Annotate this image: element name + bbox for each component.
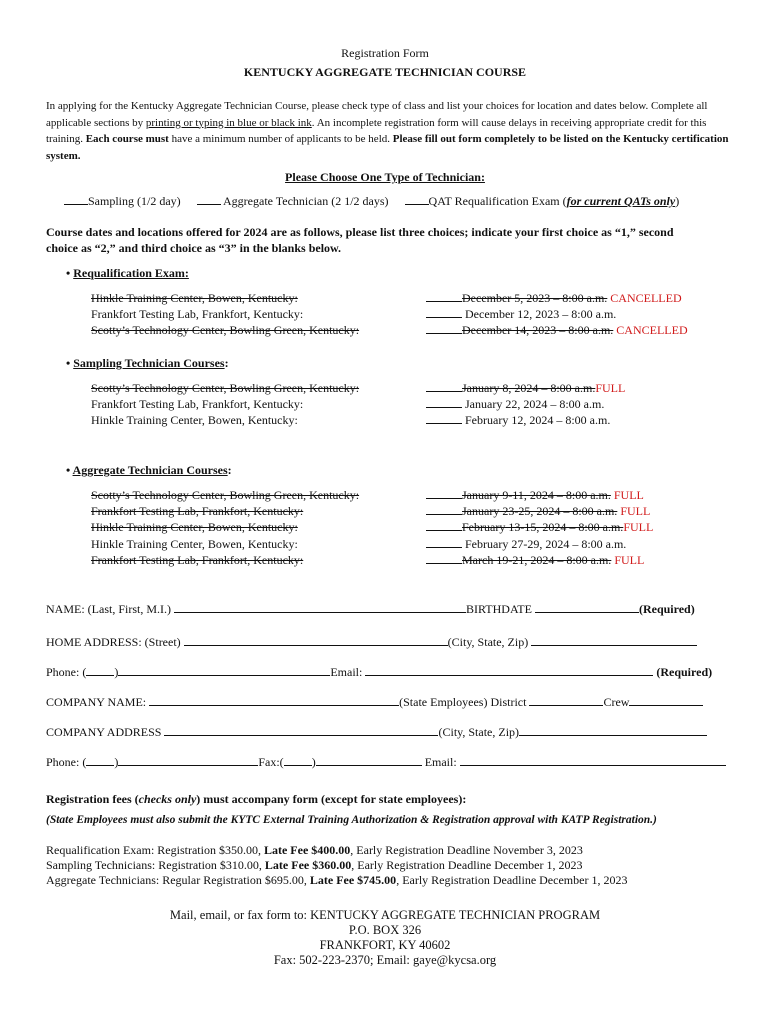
name-row <box>46 602 695 617</box>
intro-paragraph <box>46 98 736 164</box>
sampling-checkbox-blank[interactable] <box>64 194 88 205</box>
requal-row-3[interactable]: December 14, 2023 – 8:00 a.m. CANCELLED <box>426 323 688 338</box>
sampling-row-1[interactable]: January 8, 2024 – 8:00 a.m.FULL <box>426 381 625 396</box>
requal-heading: • Requalification Exam: <box>66 266 189 280</box>
status-full: FULL <box>595 381 626 395</box>
option-qat: QAT Requalification Exam ( <box>428 194 567 208</box>
email-label: Email: <box>330 665 363 679</box>
aggregate-checkbox-blank[interactable] <box>197 194 221 205</box>
company-address-row <box>46 725 707 740</box>
sampling-row-3[interactable]: February 12, 2024 – 8:00 a.m. <box>426 413 610 428</box>
status-cancelled: CANCELLED <box>616 323 688 337</box>
fax-label: Fax:( <box>258 755 284 769</box>
intro-bold: Please fill out form completely to be listed on the Kentucky certification system. <box>46 133 729 162</box>
course-dates-note-line1: Course dates and locations offered for 2024 are as follows, please list three choices; indicate your first choice as “1,” second <box>46 225 674 239</box>
mail-line-4: Fax: 502-223-2370; Email: gaye@kycsa.org <box>273 953 497 967</box>
requal-row-1[interactable]: December 5, 2023 – 8:00 a.m. CANCELLED <box>426 291 682 306</box>
intro-text: In applying for the Kentucky Aggregate Technician Course, please check type of class and list your choices for location and dates below. Complete all applicable sections by <box>46 100 708 129</box>
mail-line-1: Mail, email, or fax form to: KENTUCKY AGGREGATE TECHNICIAN PROGRAM <box>169 908 601 922</box>
aggregate-row-2-location: Frankfort Testing Lab, Frankfort, Kentucky: <box>91 504 304 518</box>
home-address-row <box>46 635 697 650</box>
crew-field[interactable] <box>629 695 703 706</box>
aggregate-row-3-location: Hinkle Training Center, Bowen, Kentucky: <box>91 520 298 534</box>
option-qat-close: ) <box>675 194 680 208</box>
status-full: FULL <box>614 553 645 567</box>
sampling-row-2[interactable]: January 22, 2024 – 8:00 a.m. <box>426 397 604 412</box>
company-city-label: (City, State, Zip) <box>438 725 520 739</box>
aggregate-row-3[interactable]: February 13-15, 2024 – 8:00 a.m.FULL <box>426 520 653 535</box>
district-label: (State Employees) District <box>399 695 527 709</box>
mail-line-3: FRANKFORT, KY 40602 <box>319 938 451 952</box>
fee-line-sampling: Sampling Technicians: Registration $310.00, Late Fee $360.00, Early Registration Deadline December 1, 2023 <box>46 858 583 872</box>
status-full: FULL <box>613 488 644 502</box>
state-employee-note: (State Employees must also submit the KYTC External Training Authorization & Registration approval with KATP Registration.) <box>46 814 657 826</box>
aggregate-row-5[interactable]: March 19-21, 2024 – 8:00 a.m. FULL <box>426 553 644 568</box>
form-label: Registration Form <box>341 46 429 60</box>
technician-type-options <box>64 194 679 209</box>
city-state-zip-label: (City, State, Zip) <box>447 635 529 649</box>
aggregate-row-5-location: Frankfort Testing Lab, Frankfort, Kentucky: <box>91 553 304 567</box>
phone2-field[interactable] <box>118 755 258 766</box>
phone2-area-field[interactable] <box>86 755 114 766</box>
home-city-field[interactable] <box>531 635 697 646</box>
phone-field[interactable] <box>118 665 330 676</box>
company-name-row <box>46 695 703 710</box>
required-label: (Required) <box>638 602 695 616</box>
requal-row-2-location: Frankfort Testing Lab, Frankfort, Kentucky: <box>91 307 304 321</box>
status-full: FULL <box>623 520 654 534</box>
phone-email-row: Phone: ( ) Email: (Required) <box>46 665 713 679</box>
mail-line-2: P.O. BOX 326 <box>348 923 422 937</box>
aggregate-row-4-location: Hinkle Training Center, Bowen, Kentucky: <box>91 537 298 551</box>
option-sampling: Sampling (1/2 day) <box>88 194 181 208</box>
intro-text: have a minimum number of applicants to be held. <box>168 133 393 145</box>
required-label: (Required) <box>656 665 713 679</box>
phone-label: Phone: ( <box>46 665 87 679</box>
sampling-row-2-location: Frankfort Testing Lab, Frankfort, Kentucky: <box>91 397 304 411</box>
email-field[interactable] <box>365 665 653 676</box>
name-label: NAME: (Last, First, M.I.) <box>46 602 171 616</box>
sampling-row-3-location: Hinkle Training Center, Bowen, Kentucky: <box>91 413 298 427</box>
district-field[interactable] <box>529 695 603 706</box>
requal-row-3-location: Scotty’s Technology Center, Bowling Green, Kentucky: <box>91 323 360 337</box>
sampling-heading: • Sampling Technician Courses: <box>66 356 229 370</box>
company-address-label: COMPANY ADDRESS <box>46 725 162 739</box>
intro-bold: Each course must <box>85 133 169 145</box>
fees-heading: Registration fees (checks only) must accompany form (except for state employees): <box>46 792 467 806</box>
phone-label: Phone: ( <box>46 755 87 769</box>
aggregate-row-1[interactable]: January 9-11, 2024 – 8:00 a.m. FULL <box>426 488 644 503</box>
aggregate-heading: • Aggregate Technician Courses: <box>66 463 232 477</box>
option-qat-note: for current QATs only <box>566 194 676 208</box>
home-address-label: HOME ADDRESS: (Street) <box>46 635 181 649</box>
qat-checkbox-blank[interactable] <box>405 194 429 205</box>
course-title: KENTUCKY AGGREGATE TECHNICIAN COURSE <box>243 65 527 79</box>
requal-row-1-location: Hinkle Training Center, Bowen, Kentucky: <box>91 291 298 305</box>
crew-label: Crew <box>603 695 630 709</box>
company-name-label: COMPANY NAME: <box>46 695 147 709</box>
company-street-field[interactable] <box>164 725 438 736</box>
phone-area-field[interactable] <box>86 665 114 676</box>
aggregate-row-4[interactable]: February 27-29, 2024 – 8:00 a.m. <box>426 537 626 552</box>
status-cancelled: CANCELLED <box>610 291 682 305</box>
name-field[interactable] <box>174 602 466 613</box>
intro-text: . An incomplete registration form will cause delays in receiving appropriate credit for this training. <box>46 116 707 145</box>
aggregate-row-1-location: Scotty’s Technology Center, Bowling Green, Kentucky: <box>91 488 360 502</box>
option-aggregate: Aggregate Technician (2 1/2 days) <box>223 194 389 208</box>
home-street-field[interactable] <box>184 635 448 646</box>
course-dates-note-line2: choice as “2,” and third choice as “3” in the blanks below. <box>46 241 342 255</box>
company-city-field[interactable] <box>519 725 707 736</box>
phone-fax-email-row: Phone: ( ) Fax:( ) Email: <box>46 755 726 770</box>
technician-type-heading: Please Choose One Type of Technician: <box>285 170 485 184</box>
fee-line-aggregate: Aggregate Technicians: Regular Registration $695.00, Late Fee $745.00, Early Registration Deadline December 1, 2023 <box>46 873 628 887</box>
company-name-field[interactable] <box>149 695 399 706</box>
fax-area-field[interactable] <box>284 755 312 766</box>
email2-label: Email: <box>424 755 457 769</box>
email2-field[interactable] <box>460 755 726 766</box>
fee-line-requal: Requalification Exam: Registration $350.00, Late Fee $400.00, Early Registration Deadline November 3, 2023 <box>46 843 583 857</box>
sampling-row-1-location: Scotty’s Technology Center, Bowling Green, Kentucky: <box>91 381 360 395</box>
intro-underlined: printing or typing in blue or black ink <box>145 116 312 129</box>
birthdate-label: BIRTHDATE <box>466 602 532 616</box>
status-full: FULL <box>620 504 651 518</box>
birthdate-field[interactable] <box>535 602 639 613</box>
fax-field[interactable] <box>316 755 422 766</box>
requal-row-2[interactable]: December 12, 2023 – 8:00 a.m. <box>426 307 616 322</box>
aggregate-row-2[interactable]: January 23-25, 2024 – 8:00 a.m. FULL <box>426 504 650 519</box>
